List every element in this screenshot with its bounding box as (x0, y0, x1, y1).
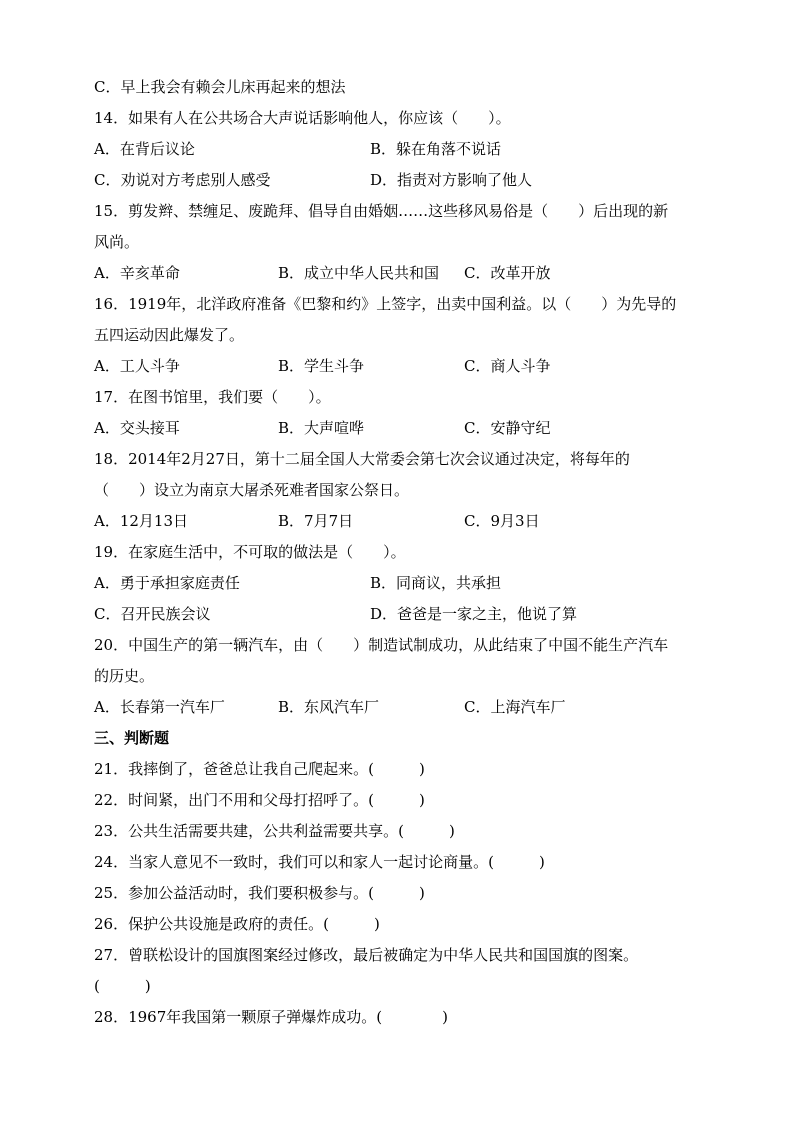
option-c: C．上海汽车厂 (464, 698, 566, 716)
option-c: C．9月3日 (464, 512, 540, 530)
question-28: 28．1967年我国第一颗原子弹爆炸成功。( ) (94, 1008, 448, 1026)
option-b: B．同商议，共承担 (370, 574, 502, 592)
option-c: C．改革开放 (464, 264, 551, 282)
option-b: B．东风汽车厂 (278, 698, 380, 716)
option-a: A．交头接耳 (94, 419, 180, 437)
question-22: 22．时间紧，出门不用和父母打招呼了。( ) (94, 791, 425, 809)
option-a: A．长春第一汽车厂 (94, 698, 225, 716)
question-21: 21．我摔倒了，爸爸总让我自己爬起来。( ) (94, 760, 425, 778)
question-24: 24．当家人意见不一致时，我们可以和家人一起讨论商量。( ) (94, 853, 545, 871)
option-a: A．12月13日 (94, 512, 189, 530)
option-c: C．商人斗争 (464, 357, 551, 375)
question-20: 20．中国生产的第一辆汽车，由（ ）制造试制成功，从此结束了中国不能生产汽车 (94, 636, 669, 654)
option-d: D．指责对方影响了他人 (370, 171, 533, 189)
question-23: 23．公共生活需要共建，公共利益需要共享。( ) (94, 822, 455, 840)
option-b: B．7月7日 (278, 512, 354, 530)
question-19: 19．在家庭生活中，不可取的做法是（ ）。 (94, 543, 406, 561)
question-27-blank: ( ) (94, 977, 151, 995)
option-b: B．大声喧哗 (278, 419, 365, 437)
question-26: 26．保护公共设施是政府的责任。( ) (94, 915, 380, 933)
question-18-cont: （ ）设立为南京大屠杀死难者国家公祭日。 (94, 481, 410, 499)
option-c: C．召开民族会议 (94, 605, 211, 623)
option-c: C．劝说对方考虑别人感受 (94, 171, 271, 189)
section-heading: 三、判断题 (94, 729, 170, 747)
question-27: 27．曾联松设计的国旗图案经过修改，最后被确定为中华人民共和国国旗的图案。 (94, 946, 639, 964)
question-17: 17．在图书馆里，我们要（ ）。 (94, 388, 331, 406)
question-20-cont: 的历史。 (94, 667, 155, 685)
question-16: 16．1919年，北洋政府准备《巴黎和约》上签字，出卖中国利益。以（ ）为先导的 (94, 295, 677, 313)
question-16-cont: 五四运动因此爆发了。 (94, 326, 245, 344)
question-14: 14．如果有人在公共场合大声说话影响他人，你应该（ ）。 (94, 109, 511, 127)
question-25: 25．参加公益活动时，我们要积极参与。( ) (94, 884, 425, 902)
option-b: B．躲在角落不说话 (370, 140, 502, 158)
option-d: D．爸爸是一家之主，他说了算 (370, 605, 578, 623)
option-c: C．安静守纪 (464, 419, 551, 437)
option-a: A．工人斗争 (94, 357, 180, 375)
option-a: A．在背后议论 (94, 140, 195, 158)
question-18: 18．2014年2月27日，第十二届全国人大常委会第七次会议通过决定，将每年的 (94, 450, 630, 468)
option-a: A．辛亥革命 (94, 264, 180, 282)
question-15: 15．剪发辫、禁缠足、废跪拜、倡导自由婚姻……这些移风易俗是（ ）后出现的新 (94, 202, 669, 220)
question-15-cont: 风尚。 (94, 233, 140, 251)
option-b: B．成立中华人民共和国 (278, 264, 440, 282)
option-b: B．学生斗争 (278, 357, 365, 375)
option-a: A．勇于承担家庭责任 (94, 574, 240, 592)
option-line: C．早上我会有赖会儿床再起来的想法 (94, 78, 346, 96)
